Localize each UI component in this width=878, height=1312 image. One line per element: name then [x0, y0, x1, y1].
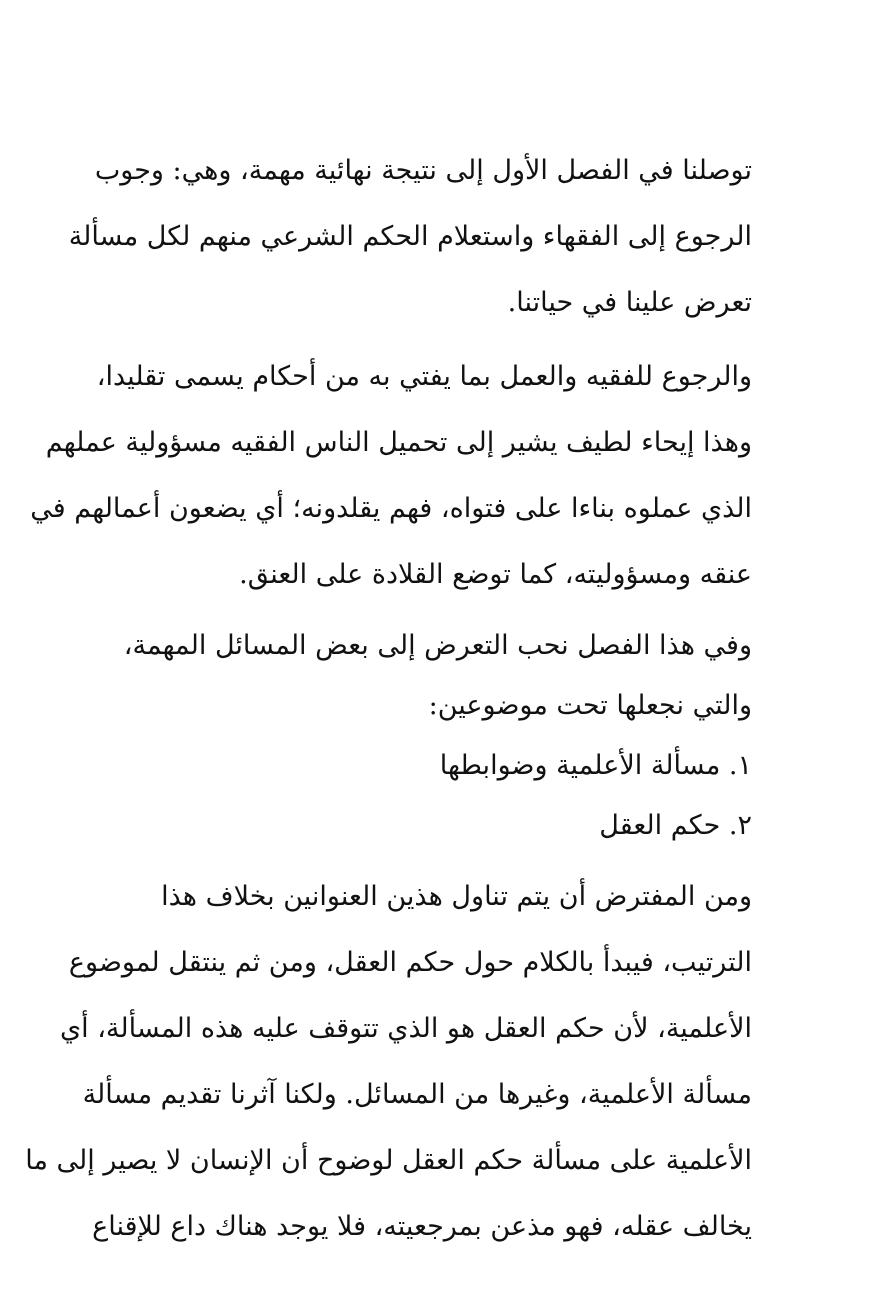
- paragraph-line: تعرض علينا في حياتنا.: [507, 287, 752, 318]
- paragraph-line: الأعلمية على مسألة حكم العقل لوضوح أن الإنسان لا يصير إلى ما: [25, 1145, 752, 1176]
- paragraph-line: وهذا إيحاء لطيف يشير إلى تحميل الناس الفقيه مسؤولية عملهم: [45, 427, 752, 458]
- paragraph-line: مسألة الأعلمية، وغيرها من المسائل. ولكنا آثرنا تقديم مسألة: [82, 1079, 752, 1110]
- paragraph-2: [30, 344, 808, 608]
- paragraph-line: الذي عملوه بناءا على فتواه، فهم يقلدونه؛ أي يضعون أعمالهم في: [30, 493, 752, 524]
- paragraph-line: الأعلمية، لأن حكم العقل هو الذي تتوقف عليه هذه المسألة، أي: [60, 1013, 752, 1044]
- paragraph-4: [25, 864, 808, 1260]
- list-item-2: ٢. حكم العقل: [599, 810, 752, 841]
- page-content: [25, 138, 808, 1260]
- paragraph-line: وفي هذا الفصل نحب التعرض إلى بعض المسائل المهمة،: [123, 630, 752, 661]
- paragraph-line: الرجوع إلى الفقهاء واستعلام الحكم الشرعي منهم لكل مسألة: [68, 221, 752, 252]
- paragraph-line: والتي نجعلها تحت موضوعين:: [428, 690, 752, 721]
- paragraph-line: الترتيب، فيبدأ بالكلام حول حكم العقل، ومن ثم ينتقل لموضوع: [68, 947, 752, 978]
- paragraph-line: عنقه ومسؤوليته، كما توضع القلادة على العنق.: [239, 559, 752, 590]
- list-item-1: ١. مسألة الأعلمية وضوابطها: [439, 750, 752, 781]
- paragraph-line: يخالف عقله، فهو مذعن بمرجعيته، فلا يوجد هناك داع للإقناع: [92, 1211, 752, 1242]
- paragraph-line: توصلنا في الفصل الأول إلى نتيجة نهائية مهمة، وهي: وجوب: [94, 155, 752, 186]
- paragraph-3: [82, 616, 808, 736]
- paragraph-line: والرجوع للفقيه والعمل بما يفتي به من أحكام يسمى تقليدا،: [96, 361, 752, 392]
- paragraph-1: [68, 138, 808, 336]
- paragraph-line: ومن المفترض أن يتم تناول هذين العنوانين بخلاف هذا: [161, 881, 752, 912]
